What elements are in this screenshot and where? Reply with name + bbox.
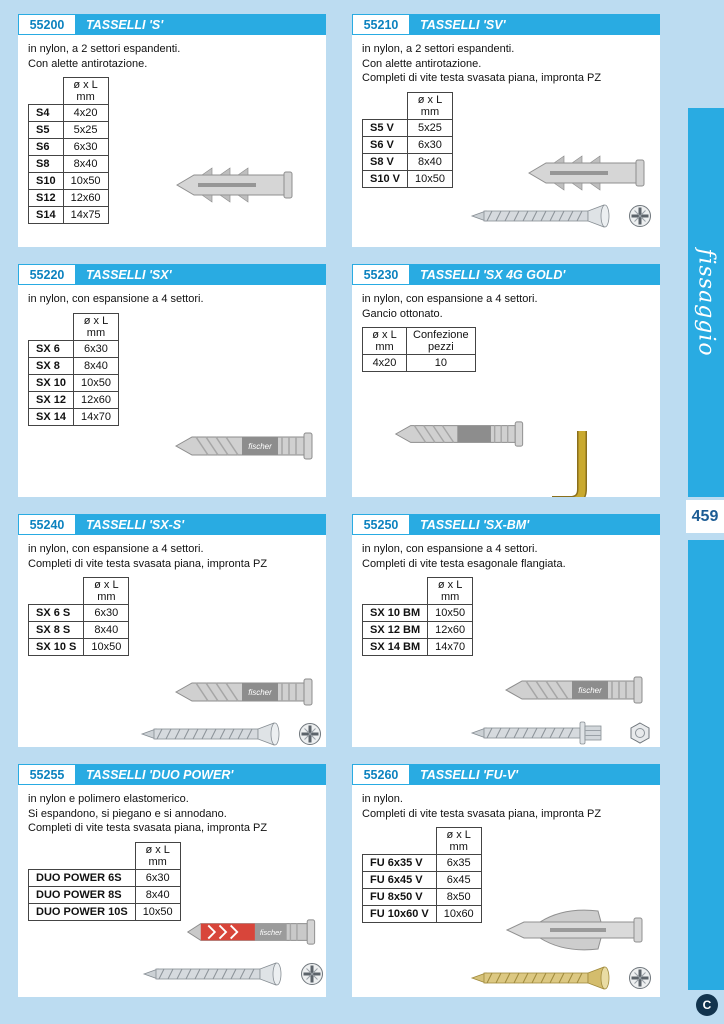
- hex-screw-image: [470, 718, 620, 747]
- hex-screw-head-icon: [628, 721, 652, 745]
- panel-55240: [18, 514, 326, 747]
- product-title: [76, 764, 326, 785]
- size-table: [362, 92, 453, 188]
- product-description: in nylon, con espansione a 4 settori. Gancio ottonato.: [362, 293, 538, 320]
- side-strip-lower: [688, 540, 724, 990]
- product-description: in nylon, con espansione a 4 settori.: [28, 293, 204, 305]
- table-row: SX 14 BM 14x70: [363, 639, 473, 656]
- product-code: 55255: [18, 764, 76, 785]
- col-header: Confezione pezzi: [407, 328, 476, 355]
- product-image-group: [470, 669, 652, 747]
- nylon-anchor-image: [172, 163, 300, 207]
- panel-55250: [352, 514, 660, 747]
- product-image-group: [172, 425, 322, 467]
- panel-header: [18, 264, 326, 285]
- table-row: SX 12 BM 12x60: [363, 622, 473, 639]
- product-title-text: TASSELLI 'SX-BM': [420, 517, 530, 532]
- gold-screw-image: [470, 964, 620, 992]
- screw-and-head: [140, 720, 322, 747]
- table-row: S10 10x50: [29, 173, 109, 190]
- table-row: SX 6 6x30: [29, 340, 119, 357]
- size-table: [362, 827, 482, 923]
- table-row: SX 8 8x40: [29, 357, 119, 374]
- table-row: S5 5x25: [29, 122, 109, 139]
- product-title: [410, 264, 660, 285]
- brand-label: fischer: [248, 442, 272, 451]
- product-image-group: [142, 911, 324, 988]
- col-header: ø x L mm: [73, 313, 118, 340]
- panel-body: [352, 35, 660, 247]
- product-description: in nylon, con espansione a 4 settori. Completi di vite testa esagonale flangiata.: [362, 543, 566, 570]
- table-row: S8 V 8x40: [363, 153, 453, 170]
- table-row: SX 10 10x50: [29, 374, 119, 391]
- pz-screw-head-icon: [300, 962, 324, 986]
- panel-55220: [18, 264, 326, 497]
- panel-55200: [18, 14, 326, 247]
- hook-wrap: [548, 427, 594, 497]
- table-row: S14 14x75: [29, 207, 109, 224]
- product-image-group: [140, 671, 322, 747]
- table-row: S6 6x30: [29, 139, 109, 156]
- brand-logo-icon: C: [696, 994, 718, 1016]
- panel-header: [18, 14, 326, 35]
- panel-body: [18, 35, 326, 247]
- size-table: [362, 577, 473, 656]
- brand-label: fischer: [248, 688, 272, 697]
- table-row: S6 V 6x30: [363, 136, 453, 153]
- product-description: in nylon. Completi di vite testa svasata piana, impronta PZ: [362, 793, 602, 820]
- brass-hook-image: [548, 427, 594, 497]
- table-row: DUO POWER 8S 8x40: [29, 886, 181, 903]
- panel-55255: [18, 764, 326, 997]
- product-code: 55220: [18, 264, 76, 285]
- product-title: [410, 764, 660, 785]
- table-row: FU 6x45 V 6x45: [363, 872, 482, 889]
- product-title-text: TASSELLI 'S': [86, 17, 164, 32]
- product-title-text: TASSELLI 'FU-V': [420, 767, 519, 782]
- size-table: [28, 577, 129, 656]
- product-code: 55200: [18, 14, 76, 35]
- screw-image: [470, 202, 620, 230]
- table-row: FU 10x60 V 10x60: [363, 906, 482, 923]
- product-description: in nylon e polimero elastomerico. Si espandono, si piegano e si annodano. Completi di vite testa svasata piana, impronta PZ: [28, 793, 268, 835]
- table-row: SX 6 S 6x30: [29, 605, 129, 622]
- product-description: in nylon, a 2 settori espandenti. Con alette antirotazione.: [28, 43, 181, 70]
- panel-body: [352, 535, 660, 747]
- product-image-group: [470, 903, 652, 992]
- screw-image: [140, 720, 290, 747]
- panel-header: [18, 514, 326, 535]
- screw-and-head: [470, 202, 652, 230]
- table-row: SX 8 S 8x40: [29, 622, 129, 639]
- col-header: ø x L mm: [436, 828, 481, 855]
- product-image-group: [172, 163, 300, 207]
- brand-label: fischer: [578, 686, 602, 695]
- table-row: S8 8x40: [29, 156, 109, 173]
- panel-header: [18, 764, 326, 785]
- catalog-grid: [18, 14, 660, 997]
- pz-screw-head-icon: [628, 204, 652, 228]
- pz-screw-head-icon: [298, 722, 322, 746]
- table-row: SX 10 S 10x50: [29, 639, 129, 656]
- col-header: ø x L mm: [407, 92, 452, 119]
- screw-and-head: [470, 718, 652, 747]
- product-title: [76, 514, 326, 535]
- nylon-anchor-sx-image: [392, 413, 532, 455]
- panel-header: [352, 764, 660, 785]
- nylon-anchor-sx-image: [172, 671, 322, 713]
- panel-body: [18, 285, 326, 497]
- product-title: [76, 14, 326, 35]
- side-tab-fissaggio: [688, 108, 724, 497]
- panel-header: [352, 514, 660, 535]
- pz-screw-head-icon: [628, 966, 652, 990]
- product-title-text: TASSELLI 'DUO POWER': [86, 767, 234, 782]
- screw-image: [142, 960, 292, 988]
- screw-and-head: [470, 964, 652, 992]
- table-row: S5 V 5x25: [363, 119, 453, 136]
- table-row: SX 14 14x70: [29, 408, 119, 425]
- product-description: in nylon, a 2 settori espandenti. Con alette antirotazione. Completi di vite testa svasata piana, impronta PZ: [362, 43, 602, 85]
- table-row: DUO POWER 6S 6x30: [29, 869, 181, 886]
- product-code: 55210: [352, 14, 410, 35]
- side-tab-label: fissaggio: [693, 248, 719, 357]
- table-row: S12 12x60: [29, 190, 109, 207]
- panel-body: [352, 785, 660, 997]
- panel-body: [18, 535, 326, 747]
- brand-label: fischer: [259, 927, 282, 937]
- col-header: ø x L mm: [428, 578, 473, 605]
- page-number: 459: [686, 500, 724, 533]
- col-header: ø x L mm: [84, 578, 129, 605]
- screw-and-head: [142, 960, 324, 988]
- panel-body: [352, 285, 660, 497]
- duo-power-anchor-image: [184, 911, 324, 953]
- panel-body: [18, 785, 326, 997]
- product-image-group: [392, 413, 594, 497]
- table-row: DUO POWER 10S 10x50: [29, 903, 181, 920]
- size-table: [28, 842, 181, 921]
- panel-header: [352, 264, 660, 285]
- table-row: S10 V 10x50: [363, 170, 453, 187]
- product-title: [76, 264, 326, 285]
- table-row: 4x20 10: [363, 355, 476, 372]
- product-title: [410, 14, 660, 35]
- panel-55230: [352, 264, 660, 497]
- nylon-anchor-sx-image: [172, 425, 322, 467]
- product-code: 55260: [352, 764, 410, 785]
- product-title-text: TASSELLI 'SV': [420, 17, 506, 32]
- product-code: 55250: [352, 514, 410, 535]
- product-code: 55240: [18, 514, 76, 535]
- product-title-text: TASSELLI 'SX 4G GOLD': [420, 267, 566, 282]
- fu-anchor-image: [502, 903, 652, 957]
- product-title-text: TASSELLI 'SX': [86, 267, 172, 282]
- nylon-anchor-image: [524, 151, 652, 195]
- table-row: SX 12 12x60: [29, 391, 119, 408]
- product-description: in nylon, con espansione a 4 settori. Completi di vite testa svasata piana, impronta PZ: [28, 543, 268, 570]
- size-table: [28, 313, 119, 426]
- table-row: SX 10 BM 10x50: [363, 605, 473, 622]
- col-header: ø x L mm: [135, 842, 180, 869]
- panel-55260: [352, 764, 660, 997]
- product-image-group: [470, 151, 652, 230]
- size-table: [28, 77, 109, 224]
- panel-header: [352, 14, 660, 35]
- col-header: ø x L mm: [363, 328, 407, 355]
- size-table: [362, 327, 476, 372]
- table-row: S4 4x20: [29, 105, 109, 122]
- product-code: 55230: [352, 264, 410, 285]
- table-row: FU 6x35 V 6x35: [363, 855, 482, 872]
- nylon-anchor-sx-image: [502, 669, 652, 711]
- product-title-text: TASSELLI 'SX-S': [86, 517, 185, 532]
- panel-55210: [352, 14, 660, 247]
- table-row: FU 8x50 V 8x50: [363, 889, 482, 906]
- product-title: [410, 514, 660, 535]
- col-header: ø x L mm: [63, 78, 108, 105]
